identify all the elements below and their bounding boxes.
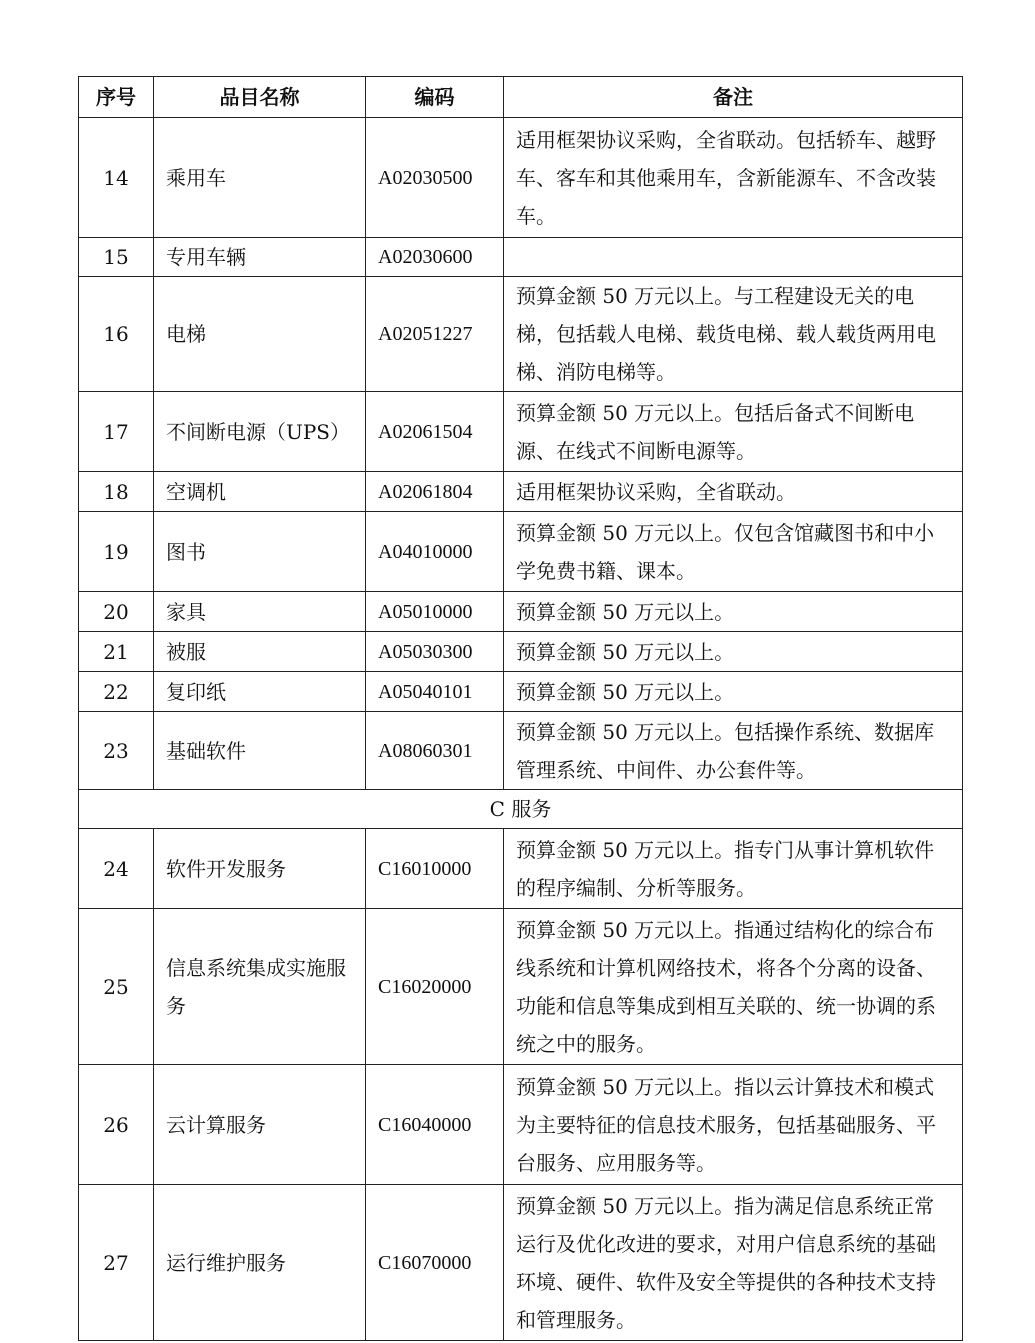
row-code: C16010000 [366,829,504,909]
table-row [79,909,963,1065]
table-row [79,238,963,277]
row-remarks: 预算金额 50 万元以上。指通过结构化的综合布线系统和计算机网络技术，将各个分离的设备、功能和信息等集成到相互关联的、统一协调的系统之中的服务。 [504,909,963,1065]
row-number: 17 [79,392,154,472]
row-code: C16070000 [366,1185,504,1341]
row-code: C16040000 [366,1065,504,1185]
row-item-name: 不间断电源（UPS） [154,392,366,472]
row-item-name: 云计算服务 [154,1065,366,1185]
row-code: A05040101 [366,672,504,712]
row-code: A08060301 [366,712,504,790]
row-remarks: 适用框架协议采购，全省联动。包括轿车、越野车、客车和其他乘用车，含新能源车、不含改装车。 [504,118,963,238]
row-item-name: 乘用车 [154,118,366,238]
row-number: 20 [79,592,154,632]
row-remarks: 适用框架协议采购，全省联动。 [504,472,963,512]
row-remarks: 预算金额 50 万元以上。 [504,592,963,632]
services-rows [79,829,963,1341]
header-item-name: 品目名称 [154,77,366,118]
row-code: A02051227 [366,277,504,392]
procurement-catalog-table [78,76,963,1341]
row-remarks: 预算金额 50 万元以上。包括后备式不间断电源、在线式不间断电源等。 [504,392,963,472]
table-row [79,277,963,392]
row-item-name: 基础软件 [154,712,366,790]
row-item-name: 家具 [154,592,366,632]
row-item-name: 被服 [154,632,366,672]
table-row [79,672,963,712]
row-code: A02030600 [366,238,504,277]
row-code: A05030300 [366,632,504,672]
row-remarks: 预算金额 50 万元以上。包括操作系统、数据库管理系统、中间件、办公套件等。 [504,712,963,790]
row-remarks: 预算金额 50 万元以上。指为满足信息系统正常运行及优化改进的要求，对用户信息系统的基础环境、硬件、软件及安全等提供的各种技术支持和管理服务。 [504,1185,963,1341]
row-number: 27 [79,1185,154,1341]
row-code: C16020000 [366,909,504,1065]
row-item-name: 运行维护服务 [154,1185,366,1341]
table-row [79,1185,963,1341]
row-number: 21 [79,632,154,672]
row-code: A02061504 [366,392,504,472]
row-number: 23 [79,712,154,790]
row-item-name: 空调机 [154,472,366,512]
row-number: 22 [79,672,154,712]
row-number: 16 [79,277,154,392]
table-row [79,712,963,790]
header-remarks: 备注 [504,77,963,118]
row-number: 25 [79,909,154,1065]
table-row [79,1065,963,1185]
row-item-name: 信息系统集成实施服务 [154,909,366,1065]
row-remarks: 预算金额 50 万元以上。指专门从事计算机软件的程序编制、分析等服务。 [504,829,963,909]
row-item-name: 电梯 [154,277,366,392]
table-row [79,592,963,632]
row-remarks: 预算金额 50 万元以上。仅包含馆藏图书和中小学免费书籍、课本。 [504,512,963,592]
row-item-name: 复印纸 [154,672,366,712]
row-remarks: 预算金额 50 万元以上。指以云计算技术和模式为主要特征的信息技术服务，包括基础服务、平台服务、应用服务等。 [504,1065,963,1185]
row-code: A04010000 [366,512,504,592]
table-row [79,472,963,512]
table-header-row [79,77,963,118]
table-row [79,632,963,672]
row-number: 14 [79,118,154,238]
row-remarks: 预算金额 50 万元以上。与工程建设无关的电梯，包括载人电梯、载货电梯、载人载货两用电梯、消防电梯等。 [504,277,963,392]
section-row [79,790,963,829]
row-item-name: 专用车辆 [154,238,366,277]
row-number: 26 [79,1065,154,1185]
row-code: A02030500 [366,118,504,238]
table-row [79,512,963,592]
row-code: A02061804 [366,472,504,512]
row-number: 15 [79,238,154,277]
section-title-services: C 服务 [79,790,963,829]
table-row [79,118,963,238]
header-code: 编码 [366,77,504,118]
table-row [79,392,963,472]
header-number: 序号 [79,77,154,118]
goods-rows [79,118,963,790]
row-code: A05010000 [366,592,504,632]
row-remarks: 预算金额 50 万元以上。 [504,672,963,712]
row-item-name: 图书 [154,512,366,592]
row-number: 24 [79,829,154,909]
row-item-name: 软件开发服务 [154,829,366,909]
table-row [79,829,963,909]
row-remarks: 预算金额 50 万元以上。 [504,632,963,672]
row-remarks [504,238,963,277]
row-number: 19 [79,512,154,592]
row-number: 18 [79,472,154,512]
